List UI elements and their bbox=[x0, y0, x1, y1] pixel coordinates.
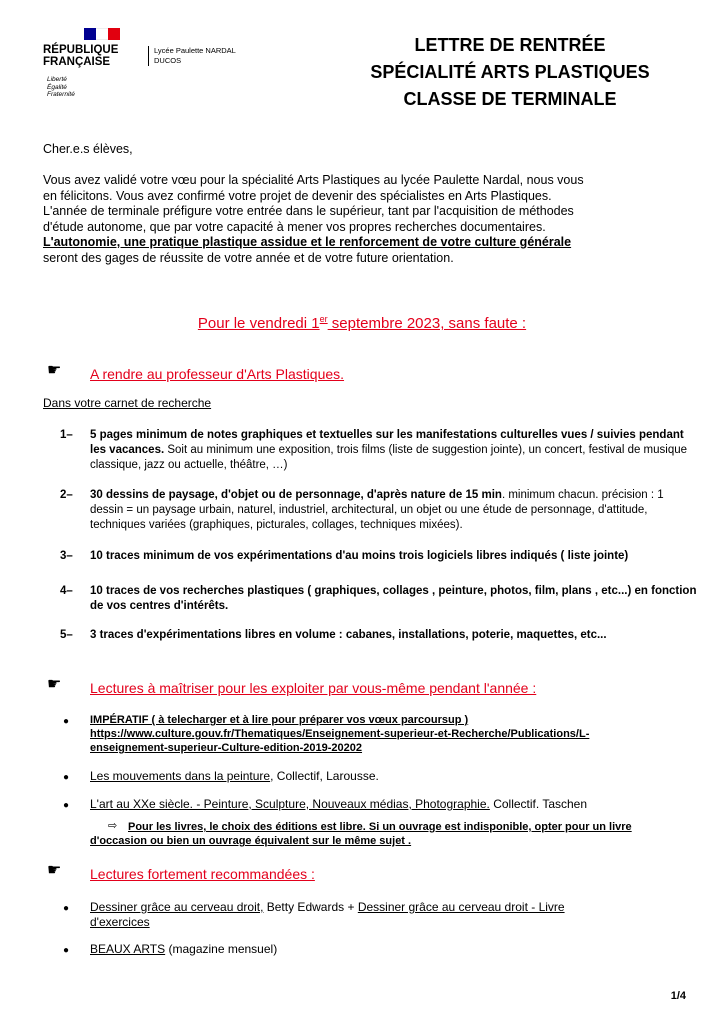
task-item-4 bbox=[60, 584, 700, 614]
task-item-3 bbox=[60, 549, 700, 564]
intro-paragraph bbox=[43, 173, 703, 266]
intro-line2: en félicitons. Vous avez confirmé votre projet de devenir des spécialistes en Arts Plastiques. bbox=[43, 188, 552, 203]
arrow-right-icon: ⇨ bbox=[108, 820, 118, 832]
intro-line1: Vous avez validé votre vœu pour la spécialité Arts Plastiques au lycée Paulette Nardal, nous vous bbox=[43, 173, 584, 187]
bullet-dot: ● bbox=[63, 772, 70, 783]
intro-line3: L'année de terminale préfigure votre entrée dans le supérieur, tant par l'acquisition de méthodes bbox=[43, 204, 574, 218]
deadline-text-before: Pour le vendredi 1 bbox=[197, 315, 320, 332]
title-line3: CLASSE DE TERMINALE bbox=[403, 89, 617, 109]
greeting: Cher.e.s élèves, bbox=[43, 142, 133, 156]
section1-heading: A rendre au professeur d'Arts Plastiques. bbox=[90, 366, 345, 382]
intro-line6: seront des gages de réussite de votre année et de votre future orientation. bbox=[43, 250, 454, 265]
magazine-details: (magazine mensuel) bbox=[165, 942, 278, 956]
lycee-name: Lycée Paulette NARDAL bbox=[154, 46, 236, 55]
task-item-5 bbox=[60, 628, 700, 643]
note-line1: Pour les livres, le choix des éditions est libre. Si un ouvrage est indisponible, opter pour un livre bbox=[128, 821, 632, 833]
task-detail-text: . minimum chacun. précision : 1 dessin = un paysage urbain, naturel, industriel, architectural, un objet ou une étude de personnage, d'attitude, techniques variées (graphiques, picturales, collages, techniques mixées). bbox=[90, 489, 664, 531]
pointing-hand-icon: ☛ bbox=[47, 862, 62, 879]
pointing-hand-icon: ☛ bbox=[47, 676, 62, 693]
french-flag-logo bbox=[84, 28, 120, 40]
task-number: 4– bbox=[60, 585, 73, 597]
section1-subheading: Dans votre carnet de recherche bbox=[43, 396, 212, 410]
book-title: Dessiner grâce au cerveau droit, bbox=[90, 900, 264, 914]
motto-liberte: Liberté bbox=[47, 76, 67, 83]
task-bold-text: 10 traces de vos recherches plastiques ( graphiques, collages , peinture, photos, film, plans , etc...) en fonction de vos centres d'intérêts. bbox=[90, 585, 697, 612]
note-line2: d'occasion ou bien un ouvrage équivalent sur le même sujet . bbox=[90, 835, 412, 847]
letter-title bbox=[340, 32, 680, 113]
task-item-2 bbox=[60, 488, 700, 533]
reading-item-art-xxe bbox=[90, 797, 710, 812]
reading-item-cerveau-droit bbox=[90, 900, 690, 930]
bullet-dot: ● bbox=[63, 945, 70, 956]
culture-gouv-link-line2[interactable]: enseignement-superieur-Culture-edition-2019-20202 bbox=[90, 742, 363, 754]
imperatif-title: IMPÉRATIF ( à telecharger et à lire pour préparer vos vœux parcoursup ) bbox=[90, 714, 469, 726]
task-detail-text: Soit au minimum une exposition, trois films (liste de suggestion jointe), un concert, festival de musique classique, jazz ou actuelle, théâtre, …) bbox=[90, 444, 688, 471]
lycee-city: DUCOS bbox=[154, 56, 182, 65]
book-title-2: Dessiner grâce au cerveau droit - Livre bbox=[357, 900, 565, 914]
bullet-dot: ● bbox=[63, 716, 70, 727]
task-item-1 bbox=[60, 428, 700, 473]
book-author: Betty Edwards + bbox=[263, 900, 358, 914]
logo-divider bbox=[148, 46, 149, 66]
intro-line5-emphasis: L'autonomie, une pratique plastique assidue et le renforcement de votre culture générale bbox=[43, 235, 572, 249]
task-bold-text: 30 dessins de paysage, d'objet ou de personnage, d'après nature de 15 min bbox=[90, 489, 502, 501]
reading-item-mouvements bbox=[90, 769, 379, 784]
republic-line1: RÉPUBLIQUE bbox=[43, 44, 119, 56]
book-title-2-cont: d'exercices bbox=[90, 915, 150, 929]
title-line2: SPÉCIALITÉ ARTS PLASTIQUES bbox=[370, 62, 650, 82]
republic-line2: FRANÇAISE bbox=[43, 56, 111, 68]
lycee-name-block bbox=[154, 46, 236, 66]
page-number: 1/4 bbox=[670, 990, 686, 1002]
book-details: Collectif. Taschen bbox=[489, 797, 588, 811]
deadline-sup: er bbox=[319, 314, 328, 324]
task-bold-text: 3 traces d'expérimentations libres en volume : cabanes, installations, poterie, maquettes, etc... bbox=[90, 629, 607, 641]
book-title: Les mouvements dans la peinture bbox=[90, 769, 271, 783]
task-number: 3– bbox=[60, 550, 73, 562]
intro-line4: d'étude autonome, que par votre capacité à mener vos propres recherches documentaires. bbox=[43, 219, 546, 234]
section3-heading: Lectures fortement recommandées : bbox=[90, 866, 315, 882]
republic-motto bbox=[47, 76, 75, 99]
pointing-hand-icon: ☛ bbox=[47, 362, 62, 379]
task-bold-text: 5 pages minimum de notes graphiques et textuelles sur les manifestations culturelles vues / suivies pendant les vacances. bbox=[90, 429, 684, 456]
motto-egalite: Égalité bbox=[47, 83, 67, 91]
motto-fraternite: Fraternité bbox=[47, 91, 75, 98]
culture-gouv-link-line1[interactable]: https://www.culture.gouv.fr/Thematiques/Enseignement-superieur-et-Recherche/Publications/L- bbox=[90, 728, 590, 740]
section2-heading: Lectures à maîtriser pour les exploiter par vous-même pendant l'année : bbox=[90, 680, 537, 696]
title-line1: LETTRE DE RENTRÉE bbox=[414, 35, 606, 55]
book-title: L'art au XXe siècle. - Peinture, Sculpture, Nouveaux médias, Photographie. bbox=[90, 797, 490, 811]
reading-item-imperatif bbox=[90, 713, 710, 755]
bullet-dot: ● bbox=[63, 800, 70, 811]
republique-francaise-label bbox=[43, 44, 118, 68]
deadline-text-after: septembre 2023, sans faute : bbox=[327, 315, 527, 332]
task-number: 2– bbox=[60, 489, 73, 501]
task-number: 1– bbox=[60, 429, 73, 441]
book-details: , Collectif, Larousse. bbox=[270, 769, 379, 783]
editions-note bbox=[90, 820, 715, 848]
reading-item-beaux-arts bbox=[90, 942, 277, 957]
task-number: 5– bbox=[60, 629, 73, 641]
deadline-heading bbox=[0, 314, 724, 332]
bullet-dot: ● bbox=[63, 903, 70, 914]
magazine-title: BEAUX ARTS bbox=[90, 942, 166, 956]
task-bold-text: 10 traces minimum de vos expérimentations d'au moins trois logiciels libres indiqués ( liste jointe) bbox=[90, 550, 629, 562]
